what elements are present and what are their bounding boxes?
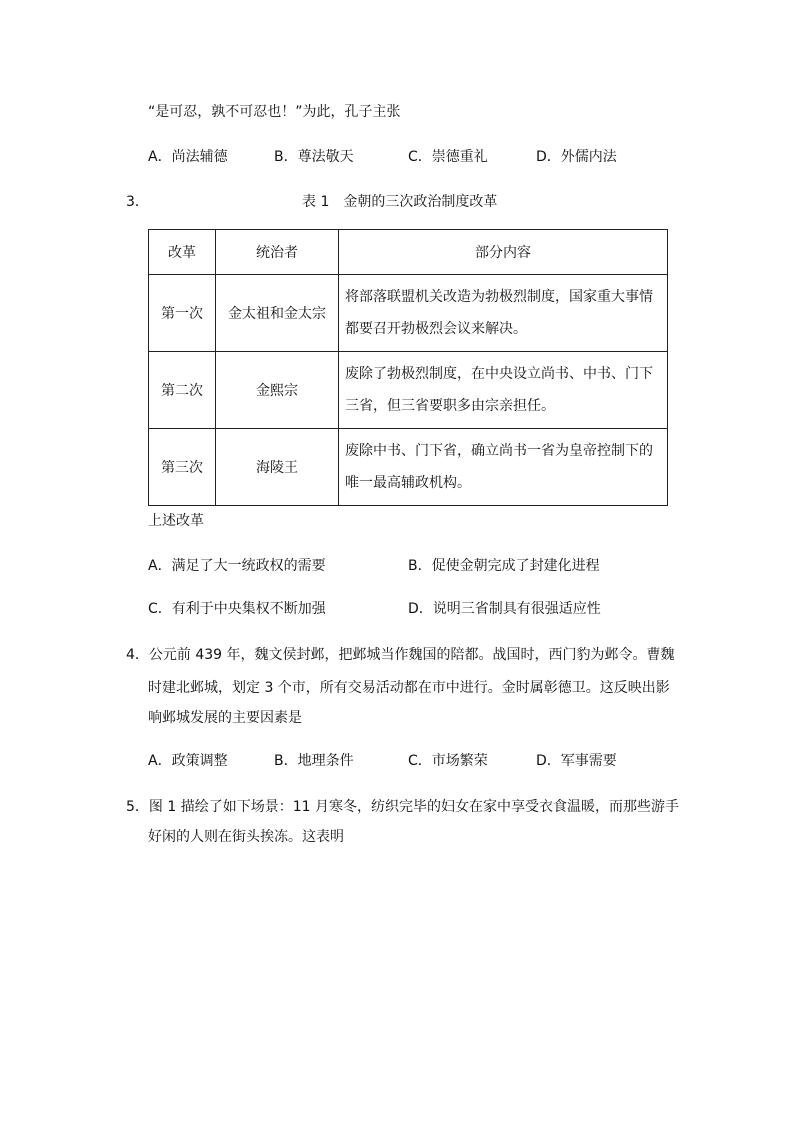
option-text: 市场繁荣: [431, 753, 488, 769]
cell-ruler: 海陵王: [216, 429, 339, 506]
cell-content: 废除中书、门下省，确立尚书一省为皇帝控制下的唯一最高辅政机构。: [339, 429, 668, 506]
q3-option-b[interactable]: [408, 556, 600, 576]
q4-option-d[interactable]: [536, 751, 617, 771]
header-content: 部分内容: [339, 230, 668, 275]
option-label: A．: [148, 149, 172, 165]
q4-line-1: 4．公元前 439 年，魏文侯封邺，把邺城当作魏国的陪都。战国时，西门豹为邺令。曹魏: [126, 647, 675, 663]
option-text: 说明三省制具有很强适应性: [432, 601, 601, 617]
q4-option-b[interactable]: [274, 751, 354, 771]
header-ruler: 统治者: [216, 230, 339, 275]
reform-table: [148, 229, 668, 506]
q5-line-1: 5．图 1 描绘了如下场景：11 月寒冬，纺织完毕的妇女在家中享受衣食温暖，而那些游手: [126, 799, 679, 815]
q3-option-d[interactable]: [408, 599, 601, 619]
table-header-row: [149, 230, 668, 275]
option-label: B．: [274, 149, 298, 165]
q3-option-c[interactable]: [148, 599, 326, 619]
cell-reform: 第一次: [149, 275, 216, 352]
q3-option-a[interactable]: [148, 556, 326, 576]
option-label: A．: [148, 753, 172, 769]
option-text: 尊法敬天: [297, 149, 354, 165]
option-label: B．: [408, 558, 432, 574]
cell-ruler: 金太祖和金太宗: [216, 275, 339, 352]
table-title: 表 1 金朝的三次政治制度改革: [302, 194, 498, 210]
cell-content: 废除了勃极烈制度，在中央设立尚书、中书、门下三省，但三省要职多由宗亲担任。: [339, 352, 668, 429]
option-label: A．: [148, 558, 172, 574]
option-label: C．: [408, 753, 432, 769]
header-reform: 改革: [149, 230, 216, 275]
q4-line-2: 时建北邺城，划定 3 个市，所有交易活动都在市中进行。金时属彰德卫。这反映出影: [148, 680, 670, 696]
option-text: 军事需要: [560, 753, 617, 769]
q2-option-a[interactable]: [148, 147, 228, 167]
option-label: D．: [536, 149, 561, 165]
cell-reform: 第二次: [149, 352, 216, 429]
option-text: 崇德重礼: [431, 149, 488, 165]
q4-line-3: 响邺城发展的主要因素是: [148, 710, 302, 726]
table-row: [149, 352, 668, 429]
cell-content: 将部落联盟机关改造为勃极烈制度，国家重大事情都要召开勃极烈会议来解决。: [339, 275, 668, 352]
option-label: C．: [148, 601, 172, 617]
option-text: 促使金朝完成了封建化进程: [431, 558, 600, 574]
option-text: 外儒内法: [560, 149, 617, 165]
q2-quote-line: “是可忍，孰不可忍也！”为此，孔子主张: [148, 104, 401, 120]
option-label: D．: [408, 601, 433, 617]
q2-option-b[interactable]: [274, 147, 354, 167]
option-label: D．: [536, 753, 561, 769]
option-text: 地理条件: [297, 753, 354, 769]
q4-option-c[interactable]: [408, 751, 488, 771]
option-label: C．: [408, 149, 432, 165]
cell-ruler: 金熙宗: [216, 352, 339, 429]
option-text: 满足了大一统政权的需要: [171, 558, 326, 574]
option-text: 尚法辅德: [171, 149, 228, 165]
q2-option-c[interactable]: [408, 147, 488, 167]
option-text: 政策调整: [171, 753, 228, 769]
option-text: 有利于中央集权不断加强: [171, 601, 326, 617]
q5-line-2: 好闲的人则在街头挨冻。这表明: [148, 829, 344, 845]
q3-number: 3．: [126, 194, 149, 210]
q4-option-a[interactable]: [148, 751, 228, 771]
q2-option-d[interactable]: [536, 147, 617, 167]
table-row: [149, 275, 668, 352]
q3-stem: 上述改革: [148, 513, 204, 529]
cell-reform: 第三次: [149, 429, 216, 506]
table-row: [149, 429, 668, 506]
option-label: B．: [274, 753, 298, 769]
